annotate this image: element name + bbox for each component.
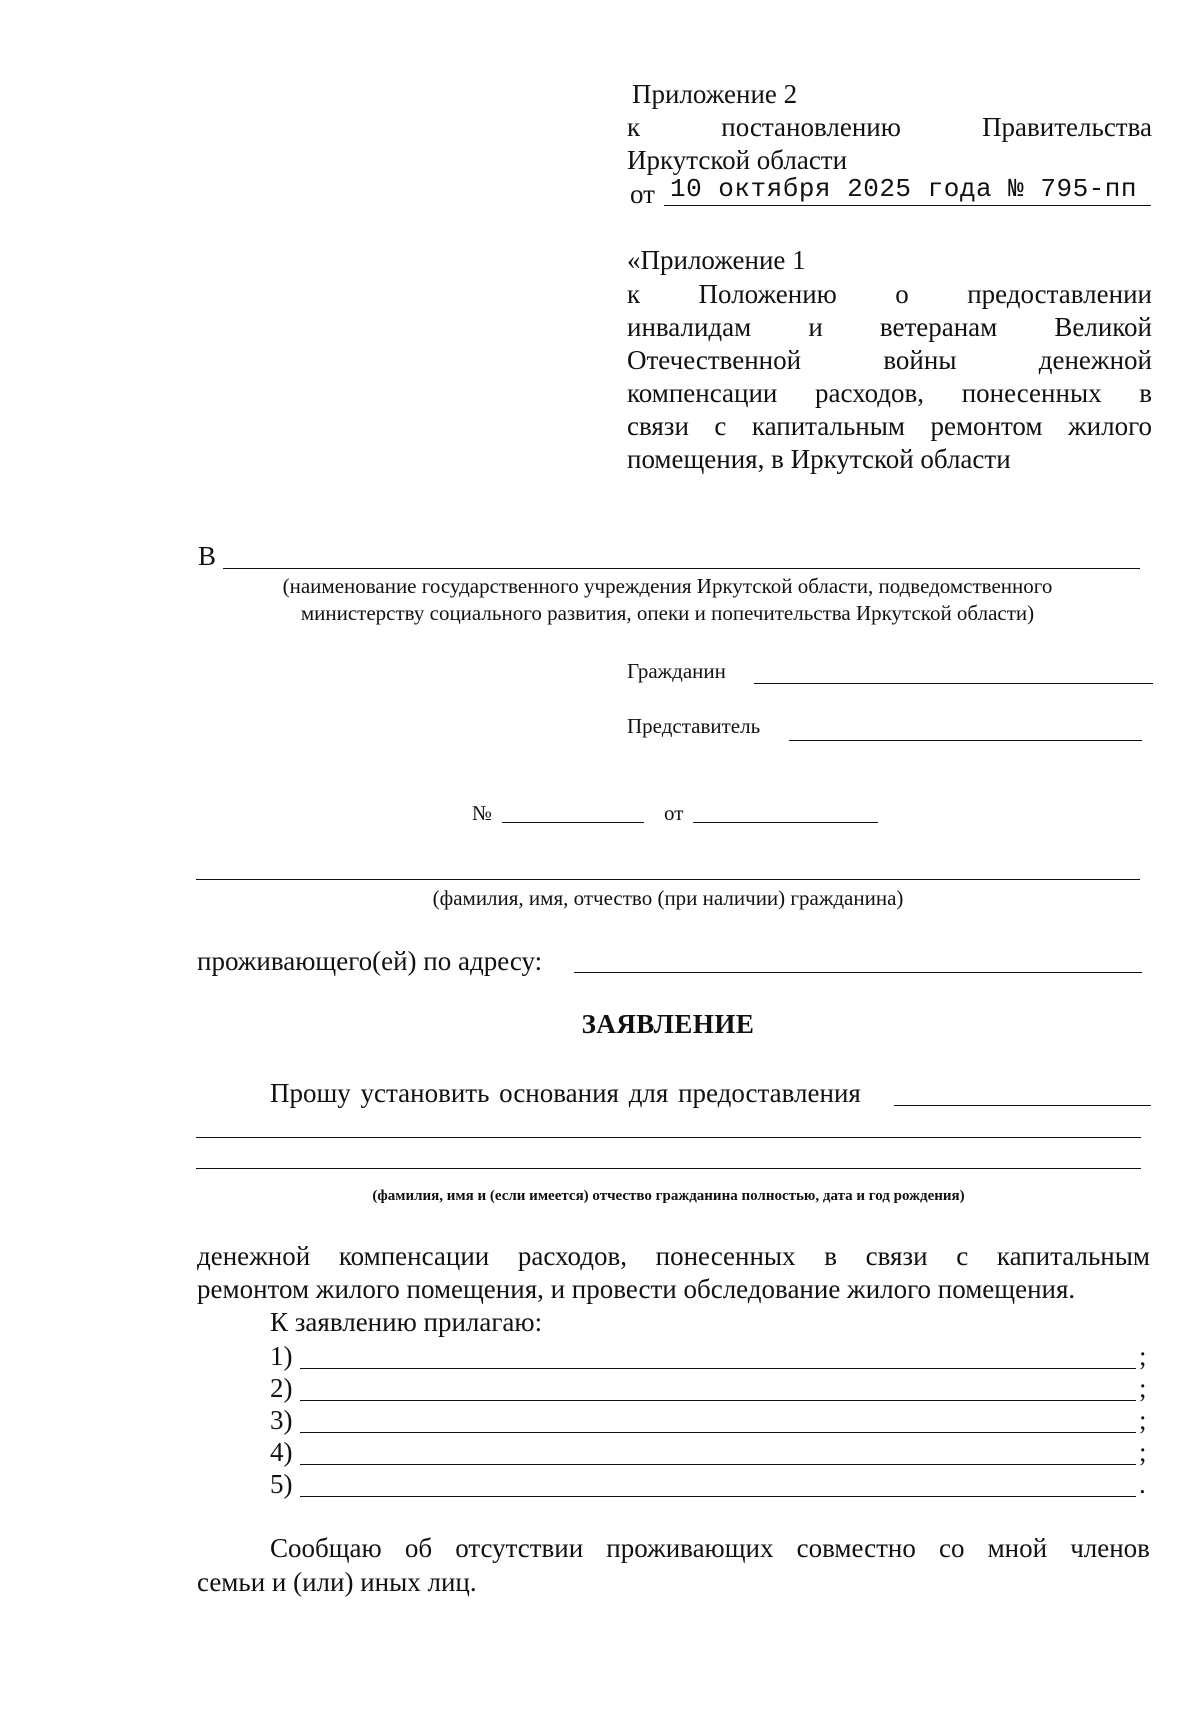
word: с: [956, 1241, 969, 1271]
notice-line-2: семьи и (или) иных лиц.: [197, 1567, 477, 1597]
attachment-number: 5): [270, 1469, 293, 1499]
attachment-number: 1): [270, 1341, 293, 1371]
appendix1-title: «Приложение 1: [627, 245, 806, 275]
address-label: проживающего(ей) по адресу:: [197, 946, 543, 976]
attachment-number: 3): [270, 1405, 293, 1435]
attachment-field-5[interactable]: [300, 1496, 1136, 1497]
attachment-field-4[interactable]: [300, 1464, 1136, 1465]
word: и: [808, 312, 823, 342]
attachment-number: 4): [270, 1437, 293, 1467]
body-line-2: ремонтом жилого помещения, и провести обследование жилого помещения.: [197, 1274, 1076, 1304]
representative-label: Представитель: [627, 714, 761, 738]
word: проживающих: [606, 1533, 774, 1563]
decree-underline: [664, 205, 1151, 206]
addressee-caption-2: министерству социального развития, опеки и попечительства Иркутской области): [300, 601, 1035, 625]
word: к: [627, 112, 641, 142]
word: ремонтом: [930, 411, 1043, 441]
word: к: [627, 279, 641, 309]
citizen-field[interactable]: [754, 683, 1153, 684]
word: Сообщаю: [270, 1533, 382, 1563]
word: предоставлении: [967, 279, 1152, 309]
appendix1-line: [627, 344, 1152, 377]
appendix1-line: [627, 311, 1152, 344]
request-field-3[interactable]: [196, 1168, 1141, 1169]
attachment-end: ;: [1139, 1373, 1147, 1403]
word: мной: [987, 1533, 1048, 1563]
fio-field[interactable]: [196, 879, 1140, 880]
appendix1-line: [627, 278, 1152, 311]
attachment-number: 2): [270, 1373, 293, 1403]
addressee-caption-1: (наименование государственного учреждения Иркутской области, подведомственного: [282, 574, 1053, 598]
body-line-1: [197, 1240, 1150, 1273]
word: связи: [627, 411, 689, 441]
word: постановлению: [721, 112, 901, 142]
appendix-line-2: [627, 111, 1152, 144]
word: членов: [1070, 1533, 1150, 1563]
request-line: Прошу установить основания для предоставления: [270, 1078, 861, 1108]
request-field-2[interactable]: [196, 1137, 1141, 1138]
word: Правительства: [982, 112, 1152, 142]
appendix1-line: [627, 410, 1152, 443]
appendix1-line: [627, 377, 1152, 410]
person-caption: (фамилия, имя и (если имеется) отчество гражданина полностью, дата и год рождения): [372, 1188, 965, 1204]
appendix-line-3: Иркутской области: [627, 145, 848, 175]
statement-title: ЗАЯВЛЕНИЕ: [581, 1009, 755, 1039]
word: капитальным: [751, 411, 905, 441]
addressee-field[interactable]: [223, 568, 1140, 569]
word: ветеранам: [879, 312, 998, 342]
word: денежной: [197, 1241, 311, 1271]
word: Отечественной: [627, 345, 802, 375]
attachment-end: .: [1139, 1469, 1146, 1499]
appendix-title: Приложение 2: [632, 79, 798, 109]
word: расходов,: [815, 378, 925, 408]
word: о: [895, 279, 909, 309]
word: отсутствии: [455, 1533, 584, 1563]
word: инвалидам: [627, 312, 752, 342]
word: жилого: [1068, 411, 1152, 441]
attachment-field-2[interactable]: [300, 1400, 1136, 1401]
word: с: [714, 411, 727, 441]
word: понесенных: [655, 1241, 796, 1271]
addressee-prefix: В: [198, 541, 217, 571]
word: в: [1139, 378, 1152, 408]
fio-caption: (фамилия, имя, отчество (при наличии) гражданина): [432, 886, 904, 910]
word: связи: [865, 1241, 928, 1271]
notice-line-1: [270, 1532, 1150, 1565]
word: понесенных: [961, 378, 1102, 408]
address-field[interactable]: [574, 972, 1142, 973]
citizen-label: Гражданин: [627, 659, 726, 683]
representative-field[interactable]: [789, 740, 1142, 741]
number-field[interactable]: [502, 822, 644, 823]
attach-label: К заявлению прилагаю:: [270, 1307, 543, 1337]
date-field[interactable]: [693, 822, 878, 823]
word: капитальным: [996, 1241, 1150, 1271]
word: компенсации: [338, 1241, 490, 1271]
from-label: от: [664, 801, 684, 825]
word: Великой: [1054, 312, 1152, 342]
request-field-1[interactable]: [894, 1105, 1151, 1106]
attachment-end: ;: [1139, 1405, 1147, 1435]
attachment-field-3[interactable]: [300, 1432, 1136, 1433]
attachment-end: ;: [1139, 1341, 1147, 1371]
word: об: [404, 1533, 433, 1563]
appendix1-last-line: помещения, в Иркутской области: [627, 444, 1011, 474]
decree-date-number: 10 октября 2025 года № 795-пп: [670, 174, 1137, 204]
number-label: №: [472, 801, 493, 825]
word: Положению: [698, 279, 837, 309]
word: денежной: [1038, 345, 1152, 375]
word: со: [938, 1533, 965, 1563]
attachment-field-1[interactable]: [300, 1368, 1136, 1369]
appendix-ot-label: от: [630, 179, 655, 209]
word: войны: [883, 345, 957, 375]
word: в: [824, 1241, 837, 1271]
word: расходов,: [517, 1241, 627, 1271]
word: совместно: [796, 1533, 916, 1563]
word: компенсации: [627, 378, 778, 408]
attachment-end: ;: [1139, 1437, 1147, 1467]
